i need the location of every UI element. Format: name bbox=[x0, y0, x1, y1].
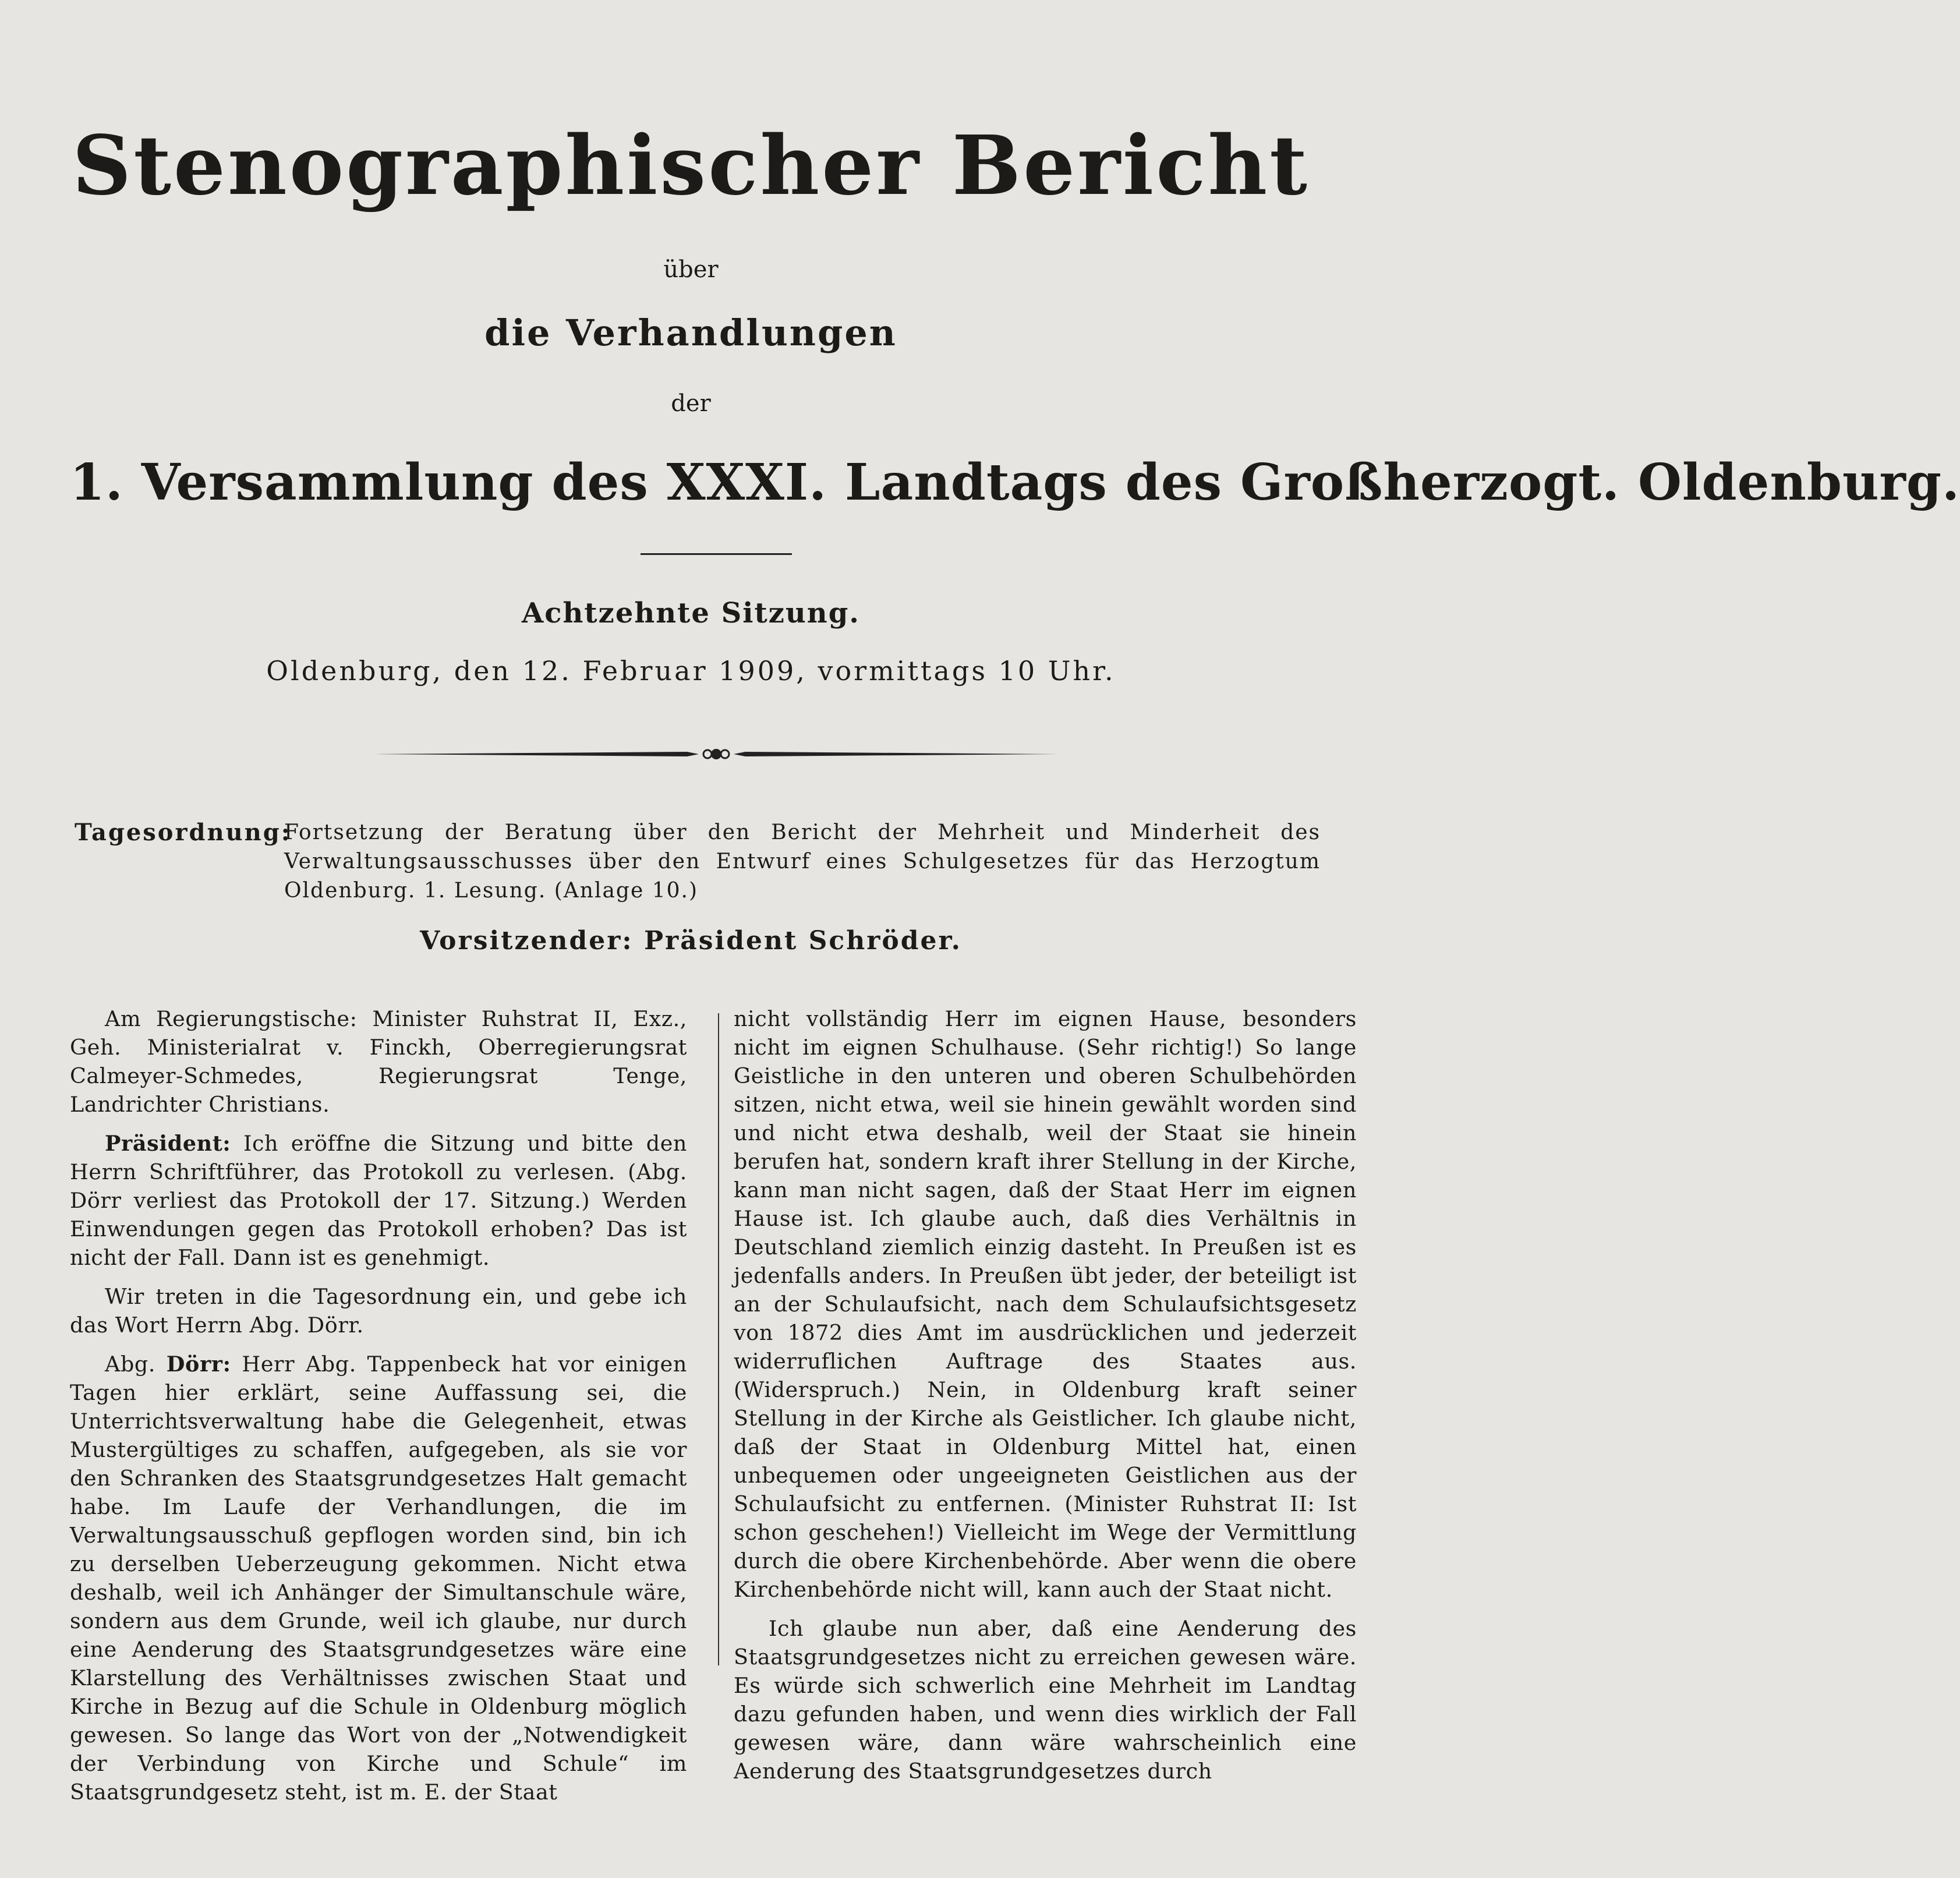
right-column bbox=[734, 1005, 1357, 1796]
column-separator bbox=[718, 1013, 719, 1665]
president-paragraph bbox=[70, 1129, 687, 1272]
speaker-prefix: Abg. bbox=[105, 1352, 156, 1377]
continued-paragraph: nicht vollständig Herr im eignen Hause, besonders nicht im eignen Schulhause. (Sehr richtig!) So lange Geistliche in den unteren und oberen Schulbehörden sitzen, nicht etwa, weil sie hinein gewählt worden sind und nicht etwa deshalb, weil der Staat sie hinein berufen hat, sondern kraft ihrer Stellung in der Kirche, kann man nicht sagen, daß der Staat Herr im eignen Hause ist. Ich glaube auch, daß dies Verhältnis in Deutschland ziemlich einzig dasteht. In Preußen ist es jedenfalls anders. In Preußen übt jeder, der beteiligt ist an der Schulaufsicht, nach dem Schulaufsichtsgesetz von 1872 dies Amt im ausdrücklichen und jederzeit widerruflichen Auftrage des Staates aus. (Widerspruch.) Nein, in Oldenburg kraft seiner Stellung in der Kirche als Geistlicher. Ich glaube nicht, daß der Staat in Oldenburg Mittel hat, einen unbequemen oder ungeeigneten Geistlichen aus der Schulaufsicht zu entfernen. (Minister Ruhstrat II: Ist schon geschehen!) Vielleicht im Wege der Vermittlung durch die obere Kirchenbehörde. Aber wenn die obere Kirchenbehörde nicht will, kann auch der Staat nicht. bbox=[734, 1006, 1357, 1602]
ornamental-divider-icon bbox=[373, 740, 1060, 769]
subtitle-verhandlungen: die Verhandlungen bbox=[484, 312, 897, 354]
agenda-transition-paragraph: Wir treten in die Tagesordnung ein, und gebe ich das Wort Herrn Abg. Dörr. bbox=[70, 1284, 687, 1338]
paragraph: Ich glaube nun aber, daß eine Aenderung des Staatsgrundgesetzes nicht zu erreichen gewesen wäre. Es würde sich schwerlich eine Mehrheit im Landtag dazu gefunden haben, und wenn dies wirklich der Fall gewesen wäre, dann wäre wahrscheinlich eine Aenderung des Staatsgrundgesetzes durch bbox=[734, 1616, 1357, 1784]
agenda-text: Fortsetzung der Beratung über den Bericht der Mehrheit und Minderheit des Verwaltungsausschusses über den Entwurf eines Schulgesetzes für das Herzogtum Oldenburg. 1. Lesung. (Anlage 10.) bbox=[284, 820, 1321, 903]
assembly-heading: 1. Versammlung des XXXI. Landtags des Großherzogt. Oldenburg. bbox=[70, 453, 1960, 512]
doerr-paragraph bbox=[70, 1350, 687, 1806]
subtitle-der: der bbox=[671, 390, 711, 417]
chair-line: Vorsitzender: Präsident Schröder. bbox=[420, 926, 962, 956]
speaker-doerr: Dörr: bbox=[166, 1352, 231, 1377]
session-heading: Achtzehnte Sitzung. bbox=[522, 597, 860, 629]
doerr-text: Herr Abg. Tappenbeck hat vor einigen Tagen hier erklärt, seine Auffassung sei, die Unterrichtsverwaltung habe die Gelegenheit, etwas Mustergültiges zu schaffen, aufgegeben, als sie vor den Schranken des Staatsgrundgesetzes Halt gemacht habe. Im Laufe der Verhandlungen, die im Verwaltungsausschuß gepflogen worden sind, bin ich zu derselben Ueberzeugung gekommen. Nicht etwa deshalb, weil ich Anhänger der Simultanschule wäre, sondern aus dem Grunde, weil ich glaube, nur durch eine Aenderung des Staatsgrundgesetzes wäre eine Klarstellung des Verhältnisses zwischen Staat und Kirche in Bezug auf die Schule in Oldenburg möglich gewesen. So lange das Wort von der „Notwendigkeit der Verbindung von Kirche und Schule“ im Staatsgrundgesetz steht, ist m. E. der Staat bbox=[70, 1352, 687, 1805]
government-bench-paragraph: Am Regierungstische: Minister Ruhstrat II, Exz., Geh. Ministerialrat v. Finckh, Oberregierungsrat Calmeyer-Schmedes, Regierungsrat Tenge, Landrichter Christians. bbox=[70, 1006, 687, 1117]
president-text: Ich eröffne die Sitzung und bitte den Herrn Schriftführer, das Protokoll zu verlesen. (Abg. Dörr verliest das Protokoll der 17. Sitzung.) Werden Einwendungen gegen das Protokoll erhoben? Das ist nicht der Fall. Dann ist es genehmigt. bbox=[70, 1131, 687, 1270]
title-divider bbox=[641, 553, 792, 555]
document-title: Stenographischer Bericht bbox=[72, 118, 1310, 214]
subtitle-ueber: über bbox=[663, 256, 719, 283]
left-column bbox=[70, 1005, 687, 1817]
agenda-label: Tagesordnung: bbox=[75, 819, 292, 846]
dateline: Oldenburg, den 12. Februar 1909, vormittags 10 Uhr. bbox=[266, 655, 1116, 687]
speaker-president: Präsident: bbox=[105, 1131, 231, 1156]
